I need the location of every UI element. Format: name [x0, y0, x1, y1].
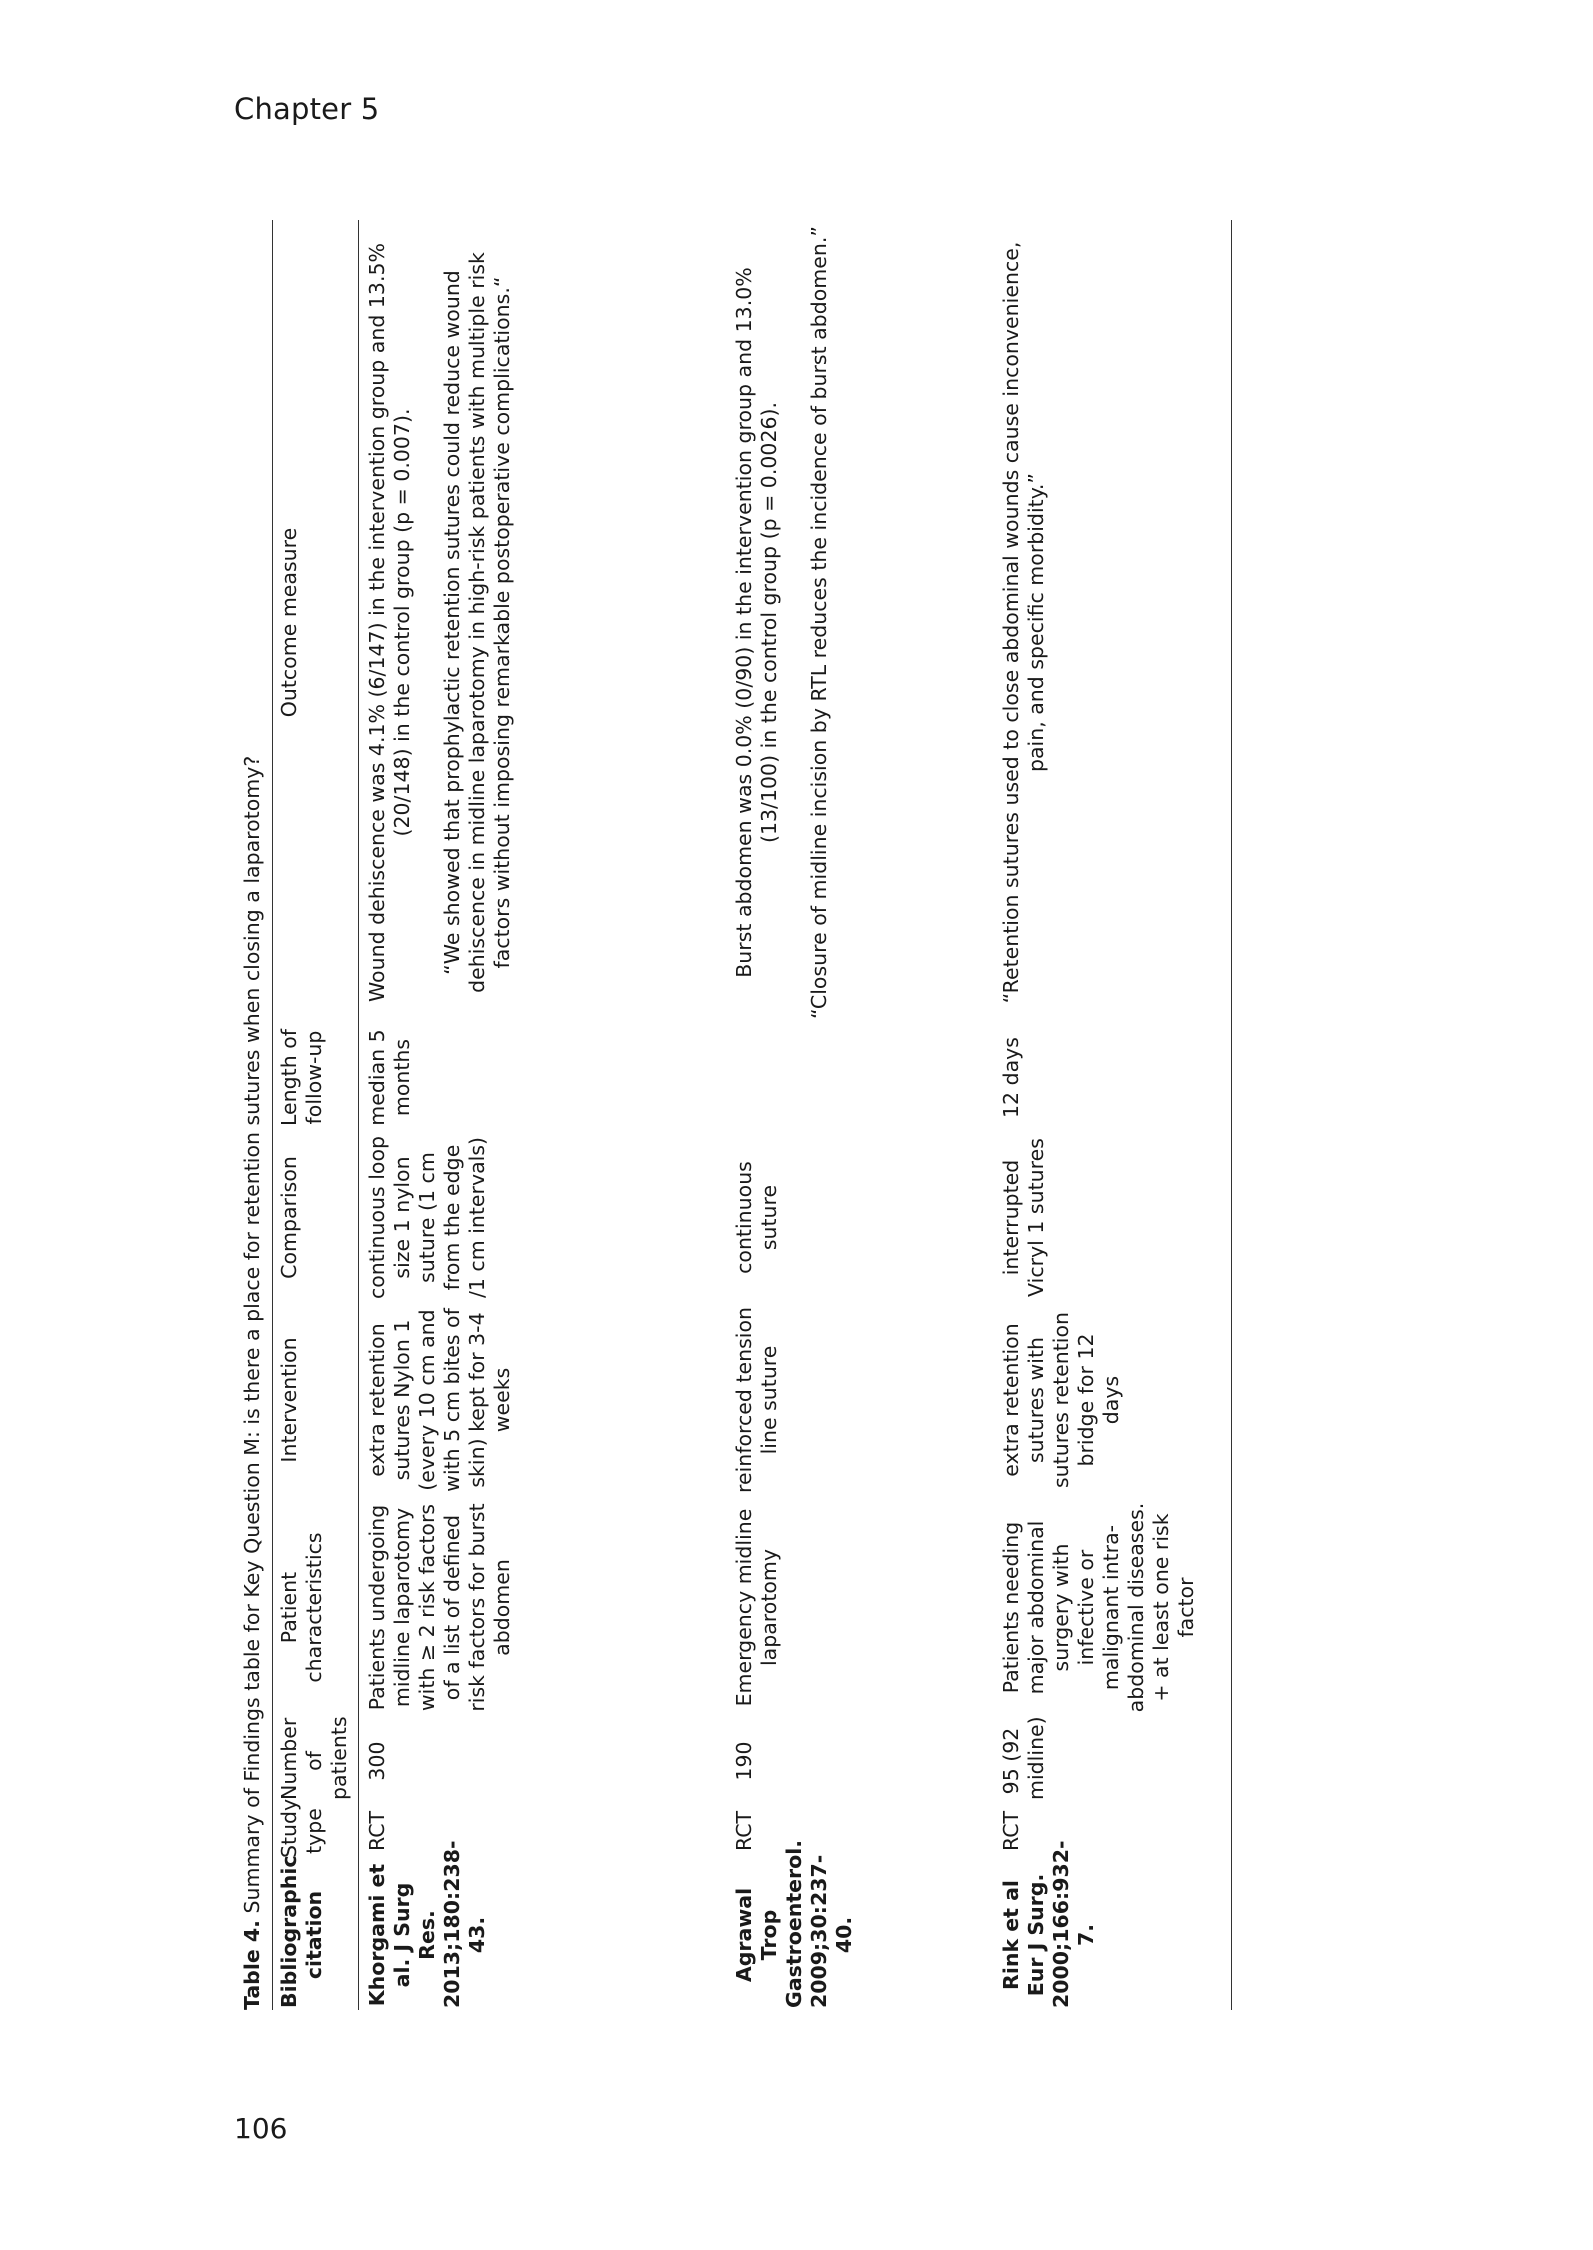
- cell-intervention: extra retention sutures with sutures retention bridge for 12 days: [993, 1305, 1232, 1495]
- table-header-row: [273, 220, 359, 2010]
- chapter-heading: Chapter 5: [234, 92, 380, 126]
- page-number: 106: [234, 2112, 288, 2145]
- cell-citation: Khorgami et al. J Surg Res. 2013;180:238-43.: [365, 1840, 489, 2008]
- cell-comparison: interrupted Vicryl 1 sutures: [993, 1130, 1232, 1305]
- outcome-text: Wound dehiscence was 4.1% (6/147) in the intervention group and 13.5% (20/148) in the control group (p = 0.007).: [365, 242, 414, 1003]
- outcome-quote: “Closure of midline incision by RTL reduces the incidence of burst abdomen.”: [807, 226, 831, 1019]
- cell-characteristics: Patients needing major abdominal surgery with infective or malignant intra-abdominal diseases. + at least one risk factor: [993, 1495, 1232, 1720]
- table-row: [726, 220, 993, 2010]
- cell-study-type: RCT: [365, 1810, 389, 1852]
- col-header-intervention: Intervention: [273, 1305, 359, 1495]
- table-caption: [232, 220, 272, 2010]
- cell-followup: median 5 months: [365, 1029, 414, 1126]
- cell-intervention: extra retention sutures Nylon 1 (every 10 cm and with 5 cm bites of skin) kept for 3-4 weeks: [365, 1308, 514, 1492]
- cell-followup: [726, 1025, 993, 1130]
- rotated-table-block: [232, 220, 1232, 2010]
- cell-citation: Rink et al Eur J Surg. 2000;166:932-7.: [993, 1860, 1232, 2010]
- cell-characteristics: Patients undergoing midline laparotomy with ≥ 2 risk factors of a list of defined risk factors for burst abdomen: [365, 1503, 514, 1712]
- cell-outcome: [359, 220, 727, 1025]
- col-header-comparison: Comparison: [273, 1130, 359, 1305]
- cell-patients: 190: [732, 1741, 756, 1781]
- cell-citation: Agrawal Trop Gastroenterol. 2009;30:237-40.: [732, 1839, 856, 2008]
- cell-study-type: RCT: [993, 1802, 1232, 1860]
- cell-comparison: continuous suture: [732, 1161, 781, 1274]
- cell-outcome: [993, 220, 1232, 1025]
- cell-study-type: RCT: [732, 1810, 756, 1852]
- cell-outcome: [726, 220, 993, 1025]
- table-caption-label: Table 4.: [240, 1920, 264, 2010]
- cell-patients: 95 (92 midline): [993, 1720, 1232, 1802]
- col-header-followup: Length of follow-up: [273, 1025, 359, 1130]
- cell-patients: 300: [365, 1741, 389, 1781]
- table-row: [993, 220, 1232, 2010]
- cell-intervention: reinforced tension line suture: [732, 1307, 781, 1493]
- col-header-patients: Number of patients: [273, 1720, 359, 1802]
- col-header-characteristics: Patient characteristics: [273, 1495, 359, 1720]
- cell-followup: 12 days: [993, 1025, 1232, 1130]
- outcome-text: “Retention sutures used to close abdominal wounds cause inconvenience, pain, and specific morbidity.”: [999, 241, 1048, 1004]
- col-header-outcome: Outcome measure: [273, 220, 359, 1025]
- col-header-study-type: Study type: [273, 1802, 359, 1860]
- outcome-quote: “We showed that prophylactic retention sutures could reduce wound dehiscence in midline laparotomy in high-risk patients with multiple risk factors without imposing remarkable postoperative complications.“: [440, 252, 514, 993]
- outcome-text: Burst abdomen was 0.0% (0/90) in the intervention group and 13.0% (13/100) in the control group (p = 0.0026).: [732, 267, 781, 978]
- summary-of-findings-table: [272, 220, 1232, 2010]
- cell-characteristics: Emergency midline laparotomy: [732, 1508, 781, 1707]
- cell-comparison: continuous loop size 1 nylon suture (1 cm from the edge /1 cm intervals): [365, 1135, 489, 1300]
- table-caption-text: Summary of Findings table for Key Question M: is there a place for retention sutures when closing a laparotomy?: [240, 755, 264, 1921]
- table-row: [359, 220, 727, 2010]
- col-header-citation: Bibliographic citation: [273, 1860, 359, 2010]
